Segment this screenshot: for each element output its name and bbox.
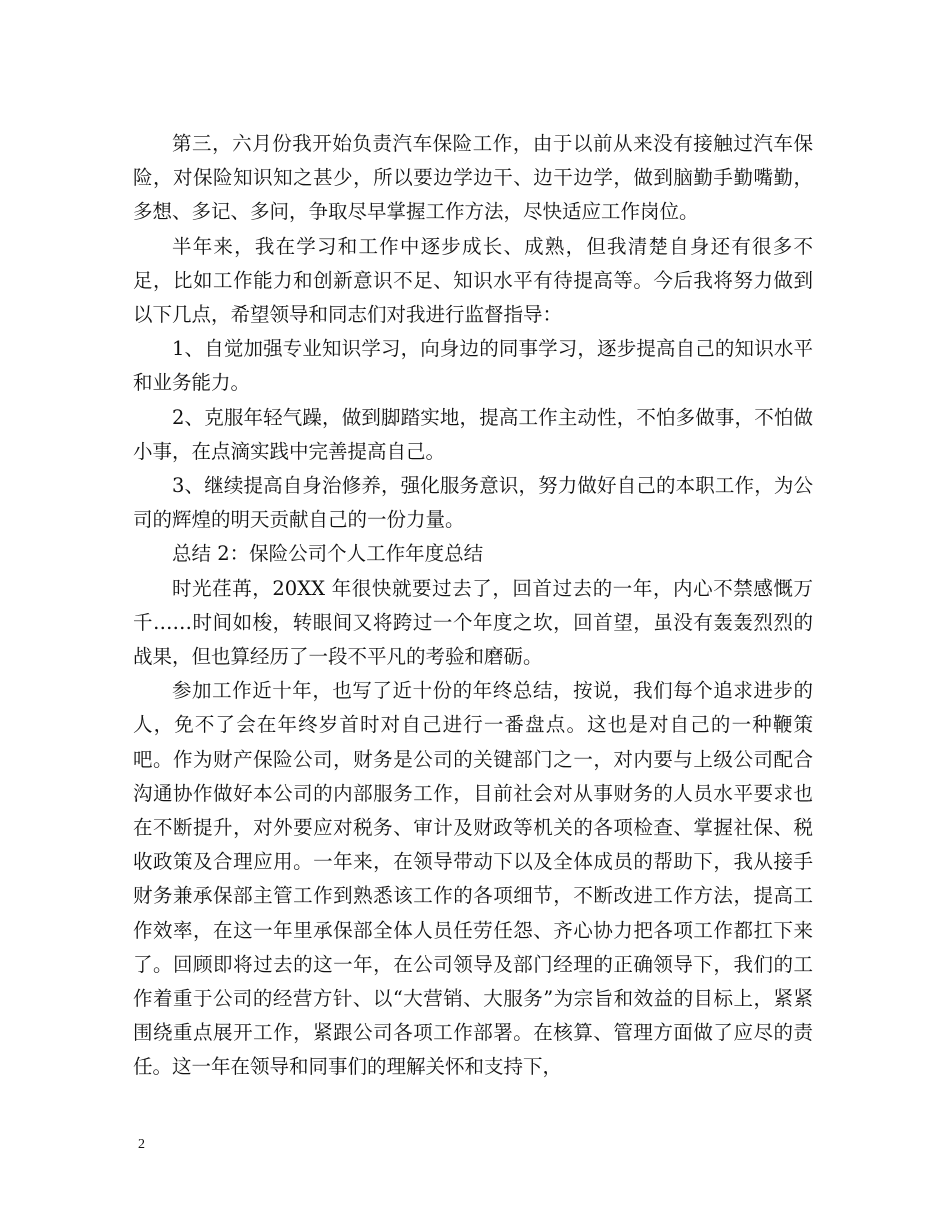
paragraph-goal-1: 1、自觉加强专业知识学习，向身边的同事学习，逐步提高自己的知识水平和业务能力。 [133,337,813,395]
paragraph-work-review: 参加工作近十年，也写了近十份的年终总结，按说，我们每个追求进步的人，免不了会在年终岁首时对自己进行一番盘点。这也是对自己的一种鞭策吧。作为财产保险公司，财务是公司的关键部门之一，对内要与上级公司配合沟通协作做好本公司的内部服务工作，目前社会对从事财务的人员水平要求也在不断提升，对外要应对税务、审计及财政等机关的各项检查、掌握社保、税收政策及合理应用。一年来，在领导带动下以及全体成员的帮助下，我从接手财务兼承保部主管工作到熟悉该工作的各项细节，不断改进工作方法，提高工作效率，在这一年里承保部全体人员任劳任怨、齐心协力把各项工作都扛下来了。回顾即将过去的这一年，在公司领导及部门经理的正确领导下，我们的工作着重于公司的经营方针、以“大营销、大服务”为宗旨和效益的目标上，紧紧围绕重点展开工作，紧跟公司各项工作部署。在核算、管理方面做了应尽的责任。这一年在领导和同事们的理解关怀和支持下， [133,679,813,1079]
paragraph-goal-2: 2、克服年轻气躁，做到脚踏实地，提高工作主动性，不怕多做事，不怕做小事，在点滴实践中完善提高自己。 [133,405,813,463]
document-body [133,127,813,1085]
paragraph-goal-3: 3、继续提高自身治修养，强化服务意识，努力做好自己的本职工作，为公司的辉煌的明天贡献自己的一份力量。 [133,474,813,532]
paragraph-time-passing: 时光荏苒，20XX 年很快就要过去了，回首过去的一年，内心不禁感慨万千……时间如梭，转眼间又将跨过一个年度之坎，回首望，虽没有轰轰烈烈的战果，但也算经历了一段不平凡的考验和磨砺。 [133,576,813,669]
section-heading-summary-2: 总结 2：保险公司个人工作年度总结 [172,542,484,566]
page-number: 2 [138,1137,145,1152]
paragraph-third-point: 第三，六月份我开始负责汽车保险工作，由于以前从来没有接触过汽车保险，对保险知识知之甚少，所以要边学边干、边干边学，做到脑勤手勤嘴勤，多想、多记、多问，争取尽早掌握工作方法，尽快适应工作岗位。 [133,132,813,224]
paragraph-half-year-reflection: 半年来，我在学习和工作中逐步成长、成熟，但我清楚自身还有很多不足，比如工作能力和创新意识不足、知识水平有待提高等。今后我将努力做到以下几点，希望领导和同志们对我进行监督指导： [133,234,813,327]
